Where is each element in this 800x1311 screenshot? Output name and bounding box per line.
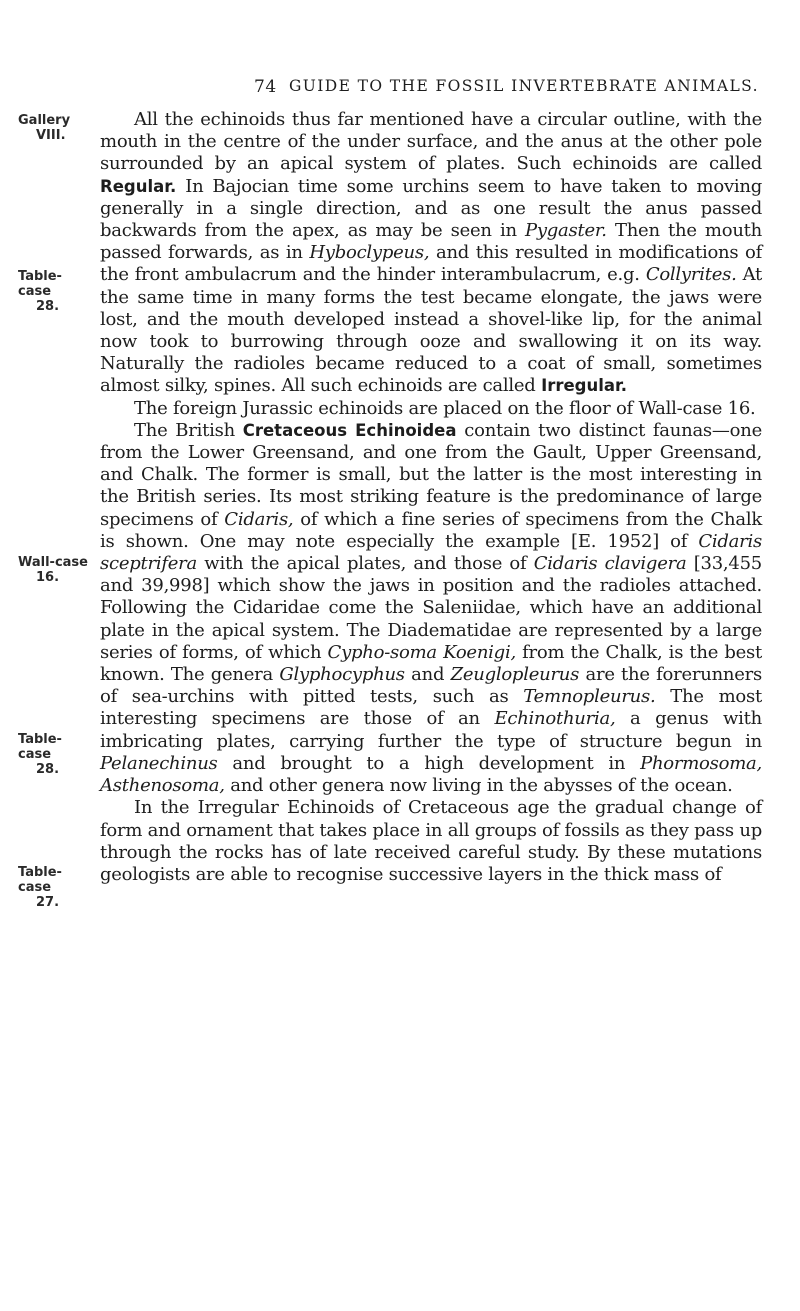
margin-note-table-case: [18, 732, 94, 777]
margin-note-label: Wall-case: [18, 555, 88, 570]
margin-note-number: 28.: [36, 762, 60, 777]
paragraph-cretaceous: The British Cretaceous Echinoidea contain two distinct faunas—one from the Lower Greensand, and one from the Gault, Upper Greensand, and Chalk. The former is small, but the latter is the most interesting in the British series. Its most striking feature is the predominance of large specimens of Cidaris, of which a fine series of specimens from the Chalk is shown. One may note especially the example [E. 1952] of Cidaris sceptrifera with the apical plates, and those of Cidaris clavigera [33,455 and 39,998] which show the jaws in position and the radioles attached. Following the Cidaridae come the Saleniidae, which have an additional plate in the apical system. The Diadematidae are represented by a large series of forms, of which Cypho-soma Koenigi, from the Chalk, is the best known. The genera Glyphocyphus and Zeuglopleurus are the forerunners of sea-urchins with pitted tests, such as Temnopleurus. The most interesting specimens are those of an Echinothuria, a genus with imbricating plates, carrying further the type of structure begun in Pelanechinus and brought to a high development in Phormosoma, Asthenosoma, and other genera now living in the abysses of the ocean.: [100, 419, 763, 797]
margin-note-wall-case: [18, 555, 94, 585]
margin-note-label: Table-case: [18, 865, 62, 895]
page-number: 74: [254, 77, 277, 97]
margin-note-table-case: [18, 865, 94, 910]
page-header: [0, 77, 800, 101]
margin-note-number: VIII.: [36, 128, 66, 143]
running-head: GUIDE TO THE FOSSIL INVERTEBRATE ANIMALS.: [289, 77, 759, 95]
margin-note-table-case: [18, 269, 94, 314]
paragraph-foreign-jurassic: The foreign Jurassic echinoids are placed on the floor of Wall-case 16.: [134, 397, 756, 419]
margin-note-label: Table-case: [18, 269, 62, 299]
paragraph-irregular-cretaceous: In the Irregular Echinoids of Cretaceous age the gradual change of form and ornament that takes place in all groups of fossils as they pass up through the rocks has of late received careful study. By these mutations geologists are able to recognise successive layers in the thick mass of: [100, 797, 762, 885]
margin-note-label: Table-case: [18, 732, 62, 762]
margin-note-label: Gallery: [18, 113, 71, 128]
margin-note-number: 16.: [36, 570, 60, 585]
margin-note-number: 27.: [36, 895, 60, 910]
body-text: [100, 109, 762, 886]
margin-note-number: 28.: [36, 299, 60, 314]
margin-note-gallery: [18, 113, 94, 143]
paragraph-regular-irregular: All the echinoids thus far mentioned have a circular outline, with the mouth in the centre of the under surface, and the anus at the other pole surrounded by an apical system of plates. Such echinoids are called Regular. In Bajocian time some urchins seem to have taken to moving generally in a single direction, and as one result the anus passed backwards from the apex, as may be seen in Pygaster. Then the mouth passed forwards, as in Hyboclypeus, and this resulted in modifications of the front ambulacrum and the hinder interambulacrum, e.g. Collyrites. At the same time in many forms the test became elongate, the jaws were lost, and the mouth developed instead a shovel-like lip, for the animal now took to burrowing through ooze and swallowing it on its way. Naturally the radioles became reduced to a coat of small, sometimes almost silky, spines. All such echinoids are called Irregular.: [100, 109, 763, 397]
